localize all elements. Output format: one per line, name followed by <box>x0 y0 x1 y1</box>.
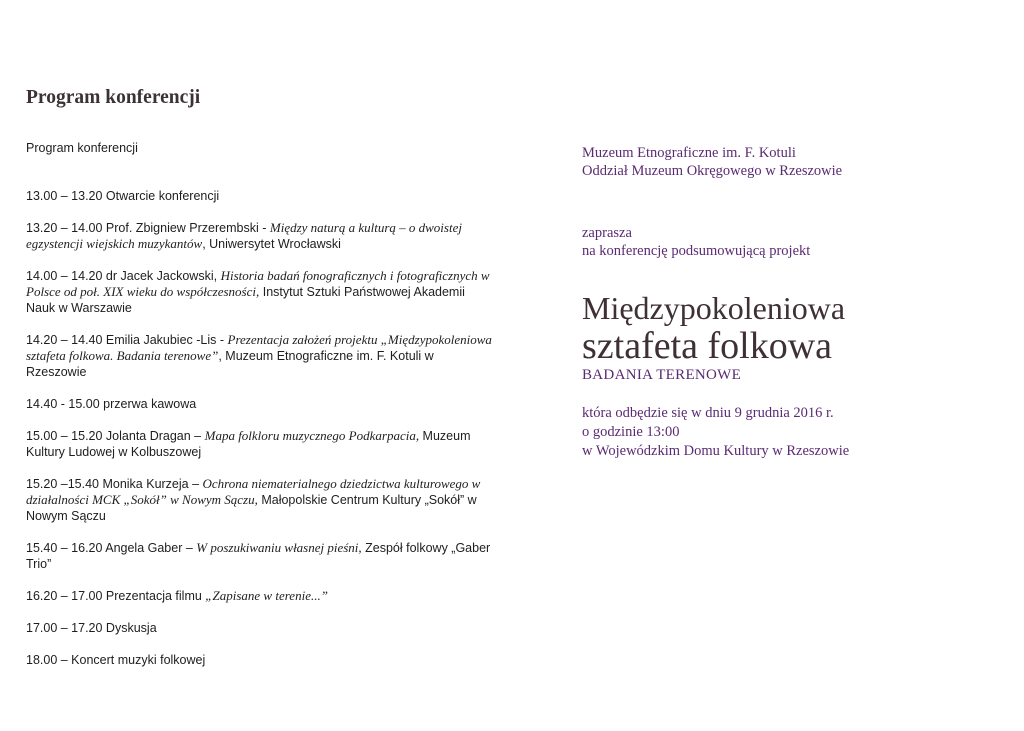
program-list <box>26 188 496 668</box>
entry-title: W poszukiwaniu własnej pieśni, <box>196 540 362 555</box>
event-time: o godzinie 13:00 <box>582 424 680 440</box>
organizer-block <box>582 144 1002 180</box>
program-entry <box>26 652 496 668</box>
entry-title: „Zapisane w terenie...” <box>205 588 328 603</box>
entry-text: 18.00 – Koncert muzyki folkowej <box>26 653 206 667</box>
program-entry <box>26 332 496 380</box>
entry-affiliation: Zespół folkowy „Gaber Trio” <box>26 541 491 571</box>
program-entry <box>26 620 496 636</box>
program-entry <box>26 540 496 572</box>
entry-title: Między naturą a kulturą – o dwoistej egzystencji wiejskich muzykantów <box>26 220 462 251</box>
program-heading: Program konferencji <box>26 87 201 108</box>
entry-text: 15.20 –15.40 Monika Kurzeja – <box>26 477 203 491</box>
entry-text: 17.00 – 17.20 Dyskusja <box>26 621 157 635</box>
project-subtitle: BADANIA TERENOWE <box>582 367 742 383</box>
program-entry <box>26 396 496 412</box>
entry-text: 14.40 - 15.00 przerwa kawowa <box>26 397 197 411</box>
program-entry <box>26 588 496 604</box>
event-details <box>582 404 1002 461</box>
invite-block <box>582 224 1002 260</box>
program-column <box>26 84 496 684</box>
entry-title: Ochrona niematerialnego dziedzictwa kulturowego w działalności MCK „Sokół” w Nowym Sączu, <box>26 476 481 507</box>
program-entry <box>26 188 496 204</box>
organizer-name: Muzeum Etnograficzne im. F. Kotuli <box>582 145 796 161</box>
entry-affiliation: Muzeum Kultury Ludowej w Kolbuszowej <box>26 429 471 459</box>
invite-text: na konferencję podsumowującą projekt <box>582 243 811 259</box>
program-entry <box>26 476 496 524</box>
entry-title: Historia badań fonograficznych i fotograficznych w Polsce od poł. XIX wieku do współczesności, <box>26 268 490 299</box>
invite-verb: zaprasza <box>582 225 632 241</box>
entry-title: Mapa folkloru muzycznego Podkarpacia, <box>204 428 420 443</box>
entry-text: 15.40 – 16.20 Angela Gaber – <box>26 541 197 555</box>
entry-text: 16.20 – 17.00 Prezentacja filmu <box>26 589 206 603</box>
project-title-line2: sztafeta folkowa <box>582 325 833 367</box>
entry-text: 14.00 – 14.20 dr Jacek Jackowski, <box>26 269 221 283</box>
entry-affiliation: Instytut Sztuki Państwowej Akademii Nauk w Warszawie <box>26 285 465 315</box>
entry-text: 15.00 – 15.20 Jolanta Dragan – <box>26 429 205 443</box>
entry-text: 14.20 – 14.40 Emilia Jakubiec -Lis - <box>26 333 228 347</box>
organizer-branch: Oddział Muzeum Okręgowego w Rzeszowie <box>582 163 843 179</box>
entry-text: 13.20 – 14.00 Prof. Zbigniew Przerembski - <box>26 221 270 235</box>
entry-affiliation: , Muzeum Etnograficzne im. F. Kotuli w Rzeszowie <box>26 349 434 379</box>
event-venue: w Wojewódzkim Domu Kultury w Rzeszowie <box>582 443 850 459</box>
program-entry <box>26 268 496 316</box>
program-subheading: Program konferencji <box>26 141 138 155</box>
event-date: która odbędzie się w dniu 9 grudnia 2016 r. <box>582 405 834 421</box>
entry-affiliation: Małopolskie Centrum Kultury „Sokół” w Nowym Sączu <box>26 493 477 523</box>
program-entry <box>26 428 496 460</box>
invitation-column <box>582 144 1002 461</box>
program-entry <box>26 220 496 252</box>
entry-text: 13.00 – 13.20 Otwarcie konferencji <box>26 189 220 203</box>
entry-affiliation: , Uniwersytet Wrocławski <box>202 237 341 251</box>
entry-title: Prezentacja założeń projektu „Międzypokoleniowa sztafeta folkowa. Badania terenowe” <box>26 332 492 363</box>
project-title-line1: Międzypokoleniowa <box>582 290 846 326</box>
